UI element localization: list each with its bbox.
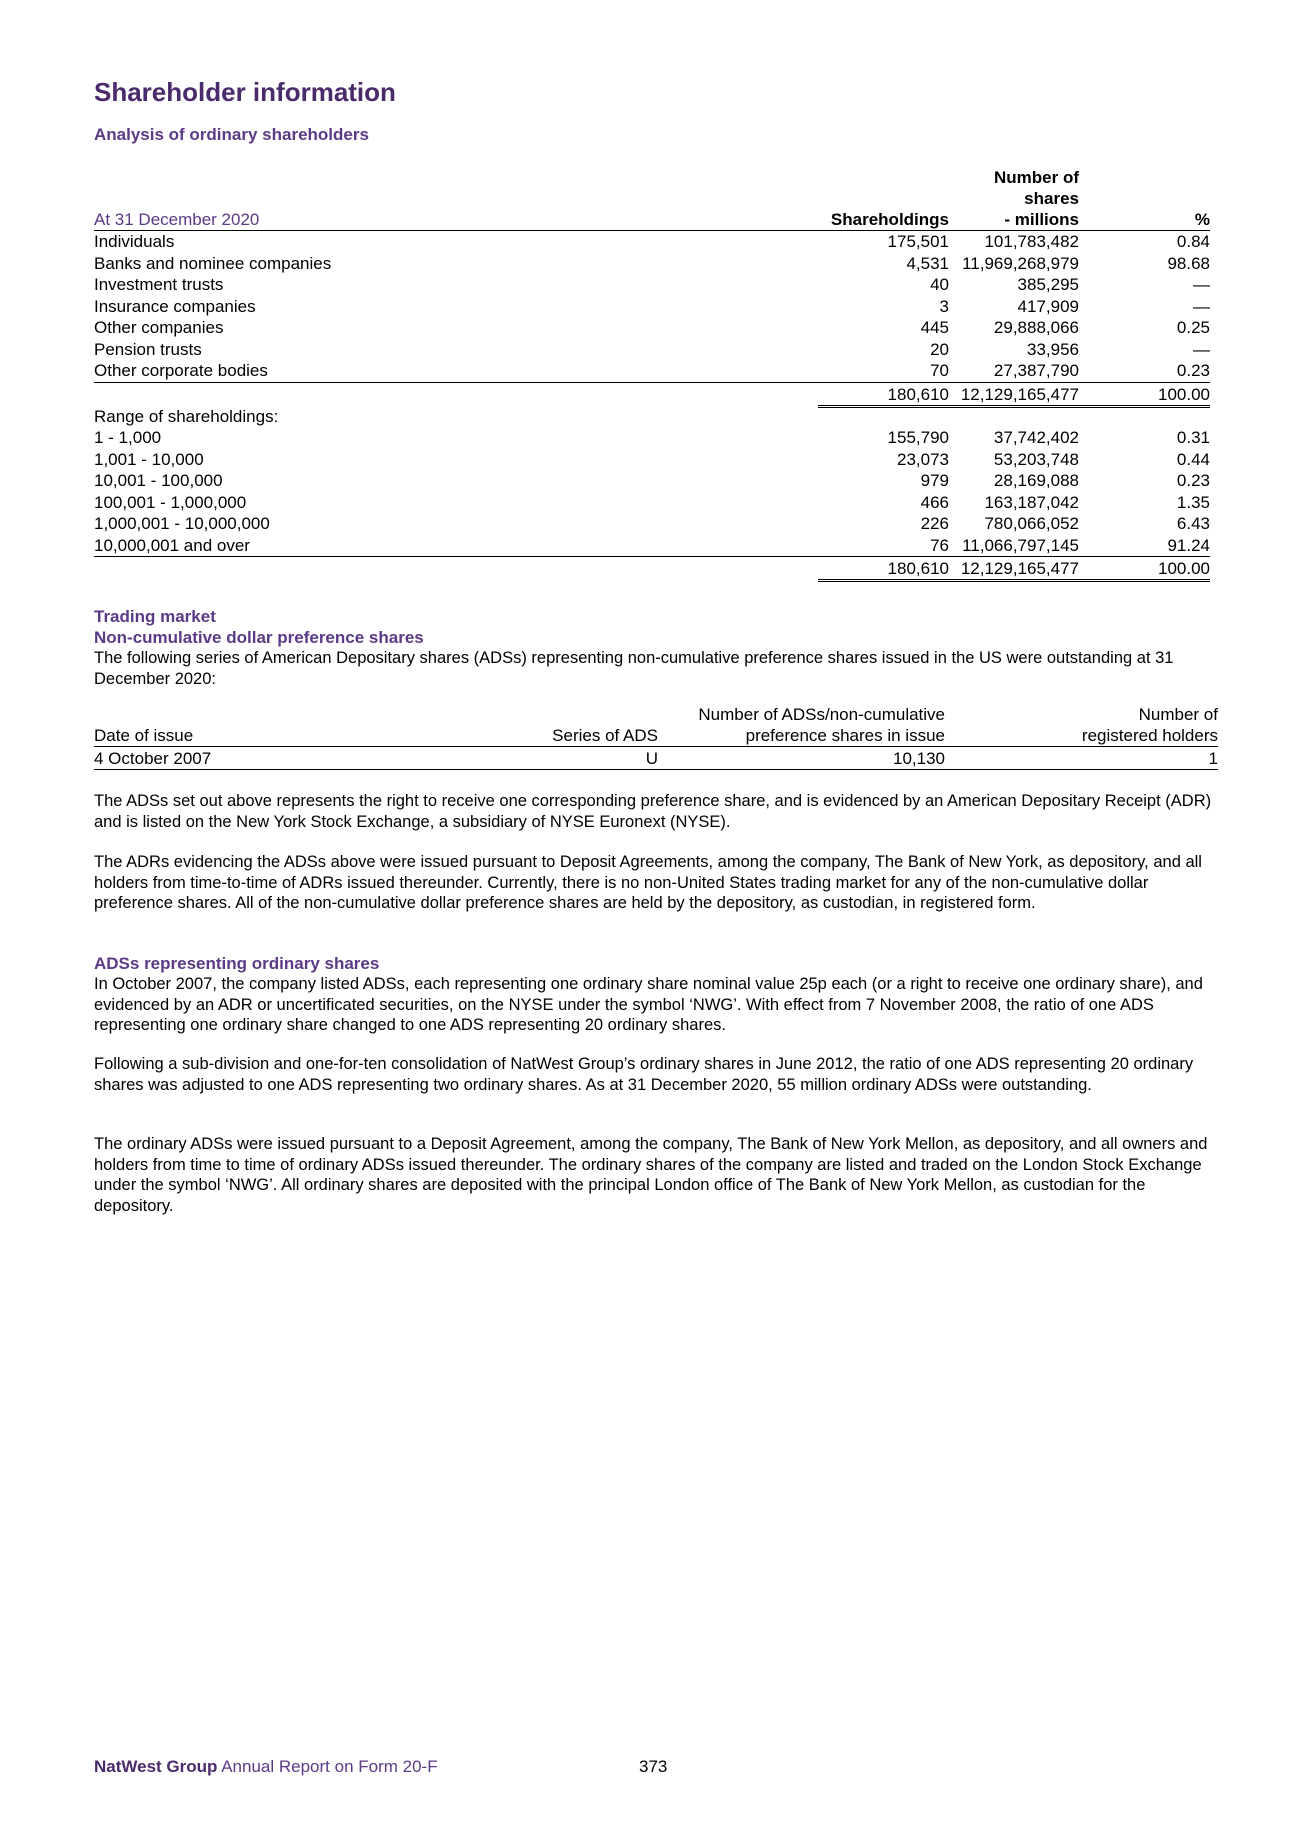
row-shares: 780,066,052 <box>984 514 1079 533</box>
row-label: 1,000,001 - 10,000,000 <box>94 514 270 533</box>
total-holdings: 180,610 <box>887 384 949 404</box>
page-number: 373 <box>639 1757 668 1776</box>
ads-ordinary-heading: ADSs representing ordinary shares <box>94 954 380 973</box>
col-shares <box>994 167 1079 230</box>
row-shares: 385,295 <box>1017 275 1079 294</box>
total-row <box>94 383 1210 405</box>
row-label: 100,001 - 1,000,000 <box>94 492 247 512</box>
paragraph-listing: In October 2007, the company listed ADSs, each representing one ordinary share nominal value 25p each (or a right to receive one ordinary share), and evidenced by an ADR or uncertificated securities, on the NYSE under the symbol ‘NWG’. With effect from 7 November 2008, the ratio of one ADS representing one ordinary share changed to one ADS representing 20 ordinary shares. <box>94 975 1203 1034</box>
table-row <box>94 470 1210 492</box>
row-label: Investment trusts <box>94 275 224 294</box>
paragraph-consolidation: Following a sub-division and one-for-ten consolidation of NatWest Group’s ordinary shares in June 2012, the ratio of one ADS representing 20 ordinary shares was adjusted to one ADS representing two ordinary shares. As at 31 December 2020, 55 million ordinary ADSs were outstanding. <box>94 1055 1194 1094</box>
total-pct: 100.00 <box>1158 384 1210 404</box>
paragraph-deposit-agreement: The ordinary ADSs were issued pursuant to a Deposit Agreement, among the company, The Bank of New York Mellon, as depository, and all owners and holders from time to time of ordinary ADSs issued thereunder. The ordinary shares of the company are listed and traded on the London Stock Exchange under the symbol ‘NWG’. All ordinary shares are deposited with the principal London office of The Bank of New York Mellon, as custodian for the depository. <box>94 1135 1208 1215</box>
table-row <box>94 339 1210 361</box>
row-holdings: 4,531 <box>906 253 949 273</box>
total-pct: 100.00 <box>1158 559 1210 578</box>
row-pct: 98.68 <box>1167 253 1210 273</box>
paragraph-adr: The ADSs set out above represents the right to receive one corresponding preference share, and is evidenced by an American Depositary Receipt (ADR) and is listed on the New York Stock Exchange, a subsidiary of NYSE Euronext (NYSE). <box>94 792 1212 831</box>
table-row <box>94 427 1210 449</box>
trading-market-section <box>94 606 1219 689</box>
table-row <box>94 253 1210 275</box>
row-shares: 101,783,482 <box>984 232 1079 251</box>
row-pct: 0.44 <box>1176 449 1210 469</box>
row-pct: — <box>1193 296 1210 316</box>
row-holdings: 445 <box>920 318 949 337</box>
total-shares: 12,129,165,477 <box>960 559 1079 578</box>
col-number <box>698 704 945 746</box>
col-shares-line3: - millions <box>1004 210 1079 229</box>
row-shares: 11,066,797,145 <box>962 535 1079 555</box>
col-holders-line1: Number of <box>1138 705 1218 724</box>
row-label: 10,000,001 and over <box>94 535 250 555</box>
table-row <box>94 231 1210 253</box>
total-row <box>94 557 1210 579</box>
row-pct: 91.24 <box>1167 535 1210 555</box>
col-series: Series of ADS <box>552 726 658 745</box>
table-row <box>94 449 1210 471</box>
col-number-line2: preference shares in issue <box>745 726 945 745</box>
row-shares: 33,956 <box>1027 339 1079 359</box>
table-row <box>94 747 1218 770</box>
row-holdings: 466 <box>920 492 949 512</box>
page-title: Shareholder information <box>94 77 396 107</box>
row-pct: 0.84 <box>1176 232 1210 251</box>
col-shareholdings: Shareholdings <box>830 210 949 229</box>
row-holdings: 40 <box>930 275 949 294</box>
table-row <box>94 296 1210 318</box>
table-row <box>94 274 1210 296</box>
shareholders-table <box>94 166 1210 579</box>
row-shares: 29,888,066 <box>993 318 1079 337</box>
table-row <box>94 513 1210 535</box>
col-number-line1: Number of ADSs/non-cumulative <box>698 705 945 724</box>
row-pct: 0.23 <box>1176 471 1210 490</box>
footer-brand: NatWest Group <box>94 1757 218 1776</box>
row-shares: 11,969,268,979 <box>962 253 1079 273</box>
row-pct: — <box>1193 339 1210 359</box>
row-holdings: 175,501 <box>887 232 949 251</box>
col-holders <box>1082 704 1218 746</box>
row-shares: 28,169,088 <box>993 471 1079 490</box>
section-heading-analysis: Analysis of ordinary shareholders <box>94 125 369 144</box>
row-shares: 53,203,748 <box>993 449 1079 469</box>
row-shares: 27,387,790 <box>993 361 1079 380</box>
row-holdings: 76 <box>930 535 949 555</box>
row-label: Pension trusts <box>94 339 202 359</box>
col-percent: % <box>1194 210 1210 229</box>
col-date: Date of issue <box>94 726 194 745</box>
footer <box>94 1756 438 1777</box>
row-label: Other companies <box>94 318 224 337</box>
ads-table <box>94 701 1218 770</box>
row-pct: 1.35 <box>1176 492 1210 512</box>
row-label: 10,001 - 100,000 <box>94 471 223 490</box>
holder-type-rows <box>94 231 1210 383</box>
date-label: At 31 December 2020 <box>94 210 260 229</box>
range-rows <box>94 427 1210 557</box>
row-label: 1 - 1,000 <box>94 428 162 447</box>
row-pct: — <box>1193 275 1210 294</box>
table-row <box>94 535 1210 558</box>
row-shares: 417,909 <box>1017 296 1079 316</box>
row-label: 1,001 - 10,000 <box>94 449 204 469</box>
row-label: Insurance companies <box>94 296 256 316</box>
row-holdings: 3 <box>939 296 949 316</box>
series: U <box>645 749 658 768</box>
row-holdings: 70 <box>930 361 949 380</box>
table-header <box>94 166 1210 231</box>
range-label: Range of shareholdings: <box>94 406 279 426</box>
row-label: Banks and nominee companies <box>94 253 332 273</box>
row-holdings: 226 <box>920 514 949 533</box>
row-holdings: 979 <box>920 471 949 490</box>
col-shares-line2: shares <box>1024 189 1079 208</box>
row-holdings: 20 <box>930 339 949 359</box>
ads-table-header <box>94 701 1218 747</box>
row-label: Other corporate bodies <box>94 361 268 380</box>
row-holdings: 23,073 <box>897 449 949 469</box>
col-shares-line1: Number of <box>994 168 1079 187</box>
footer-report: Annual Report on Form 20-F <box>221 1757 438 1776</box>
row-pct: 6.43 <box>1176 514 1210 533</box>
registered-holders: 1 <box>1208 749 1218 768</box>
row-shares: 37,742,402 <box>993 428 1079 447</box>
paragraph-deposit: The ADRs evidencing the ADSs above were issued pursuant to Deposit Agreements, among the company, The Bank of New York, as depository, and all holders from time-to-time of ADRs issued thereunder. Currently, there is no non-United States trading market for any of the non-cumulative dollar preference shares. All of the non-cumulative dollar preference shares are held by the depository, as custodian, in registered form. <box>94 853 1202 912</box>
row-label: Individuals <box>94 232 175 251</box>
row-shares: 163,187,042 <box>984 492 1079 512</box>
range-label-row <box>94 406 1210 428</box>
table-row <box>94 492 1210 514</box>
row-pct: 0.31 <box>1176 428 1210 447</box>
preference-heading: Non-cumulative dollar preference shares <box>94 628 424 647</box>
row-pct: 0.25 <box>1176 318 1210 337</box>
table-row <box>94 317 1210 339</box>
trading-heading: Trading market <box>94 607 216 626</box>
number-in-issue: 10,130 <box>893 749 945 768</box>
table-row <box>94 360 1210 383</box>
row-holdings: 155,790 <box>887 428 949 447</box>
row-pct: 0.23 <box>1176 361 1210 380</box>
total-holdings: 180,610 <box>887 559 949 578</box>
col-holders-line2: registered holders <box>1081 726 1218 745</box>
trading-intro: The following series of American Depositary shares (ADSs) representing non-cumulative preference shares issued in the US were outstanding at 31 December 2020: <box>94 649 1174 688</box>
total-shares: 12,129,165,477 <box>960 384 1079 404</box>
issue-date: 4 October 2007 <box>94 749 212 768</box>
